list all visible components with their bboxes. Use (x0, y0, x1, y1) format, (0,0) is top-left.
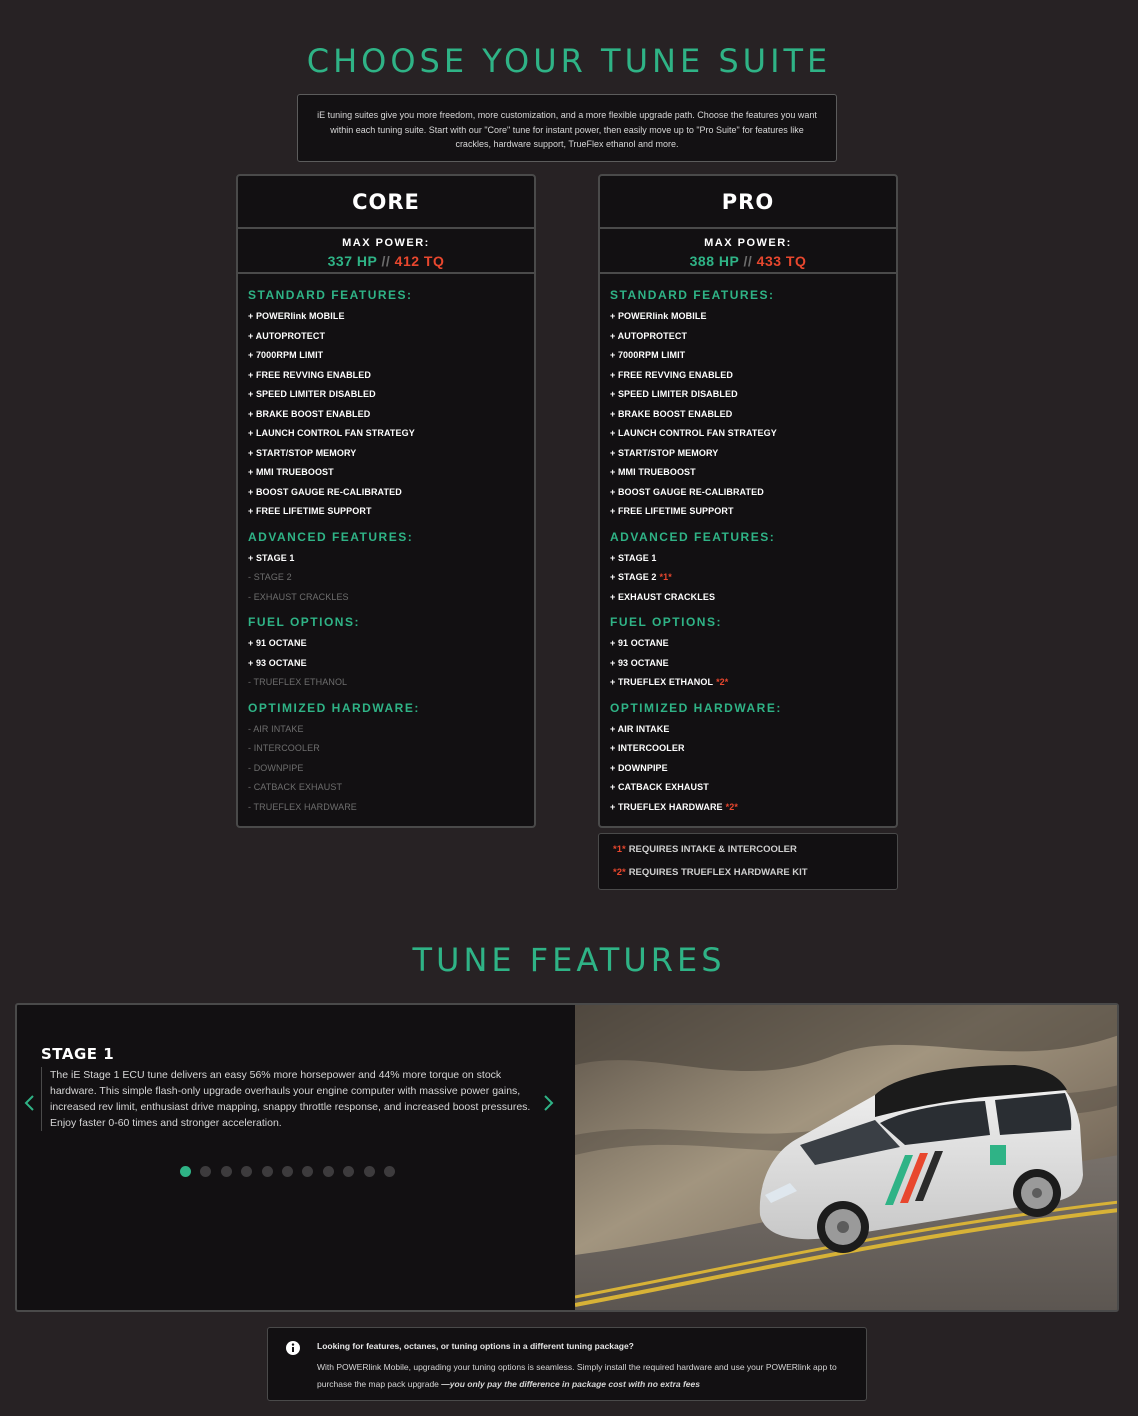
info-title: Looking for features, octanes, or tuning options in a different tuning package? (317, 1341, 634, 1351)
feature-item: + AIR INTAKE (610, 723, 670, 734)
footnote-marker: *2* (725, 801, 738, 812)
features-slider (15, 1003, 1119, 1312)
pagination-dot[interactable] (302, 1166, 313, 1177)
feature-item: + 93 OCTANE (610, 657, 669, 668)
feature-item: + AUTOPROTECT (248, 330, 326, 341)
optimized-hardware (248, 699, 534, 818)
feature-label: + TRUEFLEX ETHANOL (610, 677, 714, 687)
pagination-dot[interactable] (221, 1166, 232, 1177)
footnote-2 (613, 866, 897, 889)
feature-item-disabled: - AIR INTAKE (248, 723, 304, 734)
feature-item-disabled: - TRUEFLEX ETHANOL (248, 677, 348, 687)
fuel-options (610, 613, 896, 693)
hp-value: 388 HP (689, 253, 740, 269)
slide-title: STAGE 1 (41, 1045, 115, 1063)
tq-value: 433 TQ (756, 253, 807, 269)
standard-features (610, 286, 896, 522)
feature-item-disabled: - EXHAUST CRACKLES (248, 591, 349, 602)
feature-item: + FREE REVVING ENABLED (610, 369, 733, 380)
advanced-features (248, 528, 534, 608)
footnote-text: REQUIRES TRUEFLEX HARDWARE KIT (628, 867, 808, 878)
footnote-marker: *2* (716, 677, 729, 687)
feature-item: + AUTOPROTECT (610, 330, 688, 341)
feature-item: + 93 OCTANE (248, 657, 307, 668)
feature-label: + TRUEFLEX HARDWARE (610, 801, 723, 812)
feature-item: + LAUNCH CONTROL FAN STRATEGY (610, 428, 777, 438)
group-title: FUEL OPTIONS: (248, 615, 360, 629)
feature-item: + SPEED LIMITER DISABLED (610, 389, 738, 399)
feature-item: + BOOST GAUGE RE-CALIBRATED (610, 486, 764, 497)
pagination-dot[interactable] (180, 1166, 191, 1177)
footnote-text: REQUIRES INTAKE & INTERCOOLER (628, 844, 797, 855)
pagination-dot[interactable] (282, 1166, 293, 1177)
standard-features (248, 286, 534, 522)
pagination-dot[interactable] (241, 1166, 252, 1177)
feature-item: + STAGE 1 (248, 552, 295, 563)
pagination-dot[interactable] (262, 1166, 273, 1177)
pagination-dot[interactable] (384, 1166, 395, 1177)
feature-item (610, 568, 896, 588)
feature-item: + LAUNCH CONTROL FAN STRATEGY (248, 428, 415, 438)
feature-item-disabled: - CATBACK EXHAUST (248, 782, 343, 792)
pagination-dot[interactable] (364, 1166, 375, 1177)
feature-item: + INTERCOOLER (610, 743, 685, 753)
feature-item: + START/STOP MEMORY (248, 447, 357, 458)
feature-item: + MMI TRUEBOOST (610, 467, 696, 477)
footnotes-box (598, 833, 898, 890)
feature-item: + FREE LIFETIME SUPPORT (248, 506, 372, 516)
fuel-options (248, 613, 534, 693)
advanced-features (610, 528, 896, 608)
feature-item-disabled: - STAGE 2 (248, 572, 292, 582)
feature-item: + 91 OCTANE (610, 638, 669, 648)
card-title: PRO (600, 176, 896, 229)
slide-description: The iE Stage 1 ECU tune delivers an easy 56% more horsepower and 44% more torque on stock hardware. This simple flash-only upgrade overhauls your engine computer with massive power gains, increased rev limit, enthusiast drive mapping, snappy throttle response, and increased boost pressures. Enjoy faster 0-60 times and stronger acceleration. (41, 1067, 533, 1131)
group-title: OPTIMIZED HARDWARE: (248, 700, 420, 715)
group-title: ADVANCED FEATURES: (248, 529, 414, 544)
feature-item: + SPEED LIMITER DISABLED (248, 389, 376, 399)
feature-item: + POWERlink MOBILE (248, 311, 345, 321)
feature-item: + 91 OCTANE (248, 638, 307, 648)
chevron-right-icon (541, 1093, 555, 1113)
optimized-hardware (610, 699, 896, 818)
feature-item: + BRAKE BOOST ENABLED (248, 408, 371, 419)
info-icon (285, 1340, 301, 1356)
group-title: ADVANCED FEATURES: (610, 529, 776, 544)
features-title: TUNE FEATURES (412, 941, 726, 979)
feature-label: + STAGE 2 (610, 572, 657, 582)
prev-slide-button[interactable] (23, 1093, 37, 1113)
core-suite-card (236, 174, 536, 828)
feature-item: + MMI TRUEBOOST (248, 467, 334, 477)
feature-item-disabled: - DOWNPIPE (248, 762, 304, 773)
feature-item: + BRAKE BOOST ENABLED (610, 408, 733, 419)
feature-item-disabled: - INTERCOOLER (248, 743, 320, 753)
intro-text: iE tuning suites give you more freedom, more customization, and a more flexible upgrade path. Choose the features you want within each tuning suite. Start with our "Core" tune for instant power, then easily move up to "Pro Suite" for features like crackles, hardware support, TrueFlex ethanol and more. (297, 94, 837, 162)
footnote-marker: *1* (659, 572, 672, 582)
slide-pagination (180, 1166, 395, 1177)
page-title: CHOOSE YOUR TUNE SUITE (306, 42, 832, 80)
car-photo (575, 1005, 1119, 1310)
feature-item: + EXHAUST CRACKLES (610, 591, 716, 602)
max-power (600, 229, 896, 274)
car-image (575, 1005, 1119, 1310)
feature-item-disabled: - TRUEFLEX HARDWARE (248, 801, 357, 812)
hp-value: 337 HP (327, 253, 378, 269)
max-power-label: MAX POWER: (704, 237, 792, 249)
next-slide-button[interactable] (541, 1093, 555, 1113)
max-power-label: MAX POWER: (342, 237, 430, 249)
separator: // (743, 253, 753, 269)
group-title: FUEL OPTIONS: (610, 615, 722, 629)
footnote-1 (613, 843, 897, 866)
feature-item: + STAGE 1 (610, 552, 657, 563)
card-title: CORE (238, 176, 534, 229)
feature-item: + FREE LIFETIME SUPPORT (610, 506, 734, 516)
feature-item: + 7000RPM LIMIT (248, 350, 324, 360)
max-power (238, 229, 534, 274)
footnote-marker: *2* (613, 867, 626, 878)
group-title: OPTIMIZED HARDWARE: (610, 700, 782, 715)
feature-item (610, 673, 896, 693)
upgrade-info-box (267, 1327, 867, 1401)
pagination-dot[interactable] (343, 1166, 354, 1177)
chevron-left-icon (23, 1093, 37, 1113)
feature-item: + BOOST GAUGE RE-CALIBRATED (248, 486, 402, 497)
info-body: With POWERlink Mobile, upgrading your tuning options is seamless. Simply install the required hardware and use your POWERlink app to purchase the map pack upgrade (317, 1362, 837, 1389)
feature-item: + POWERlink MOBILE (610, 311, 707, 321)
feature-item: + 7000RPM LIMIT (610, 350, 686, 360)
pro-suite-card (598, 174, 898, 828)
group-title: STANDARD FEATURES: (610, 288, 775, 302)
tq-value: 412 TQ (394, 253, 445, 269)
info-text (317, 1359, 847, 1393)
group-title: STANDARD FEATURES: (248, 288, 413, 302)
feature-item: + FREE REVVING ENABLED (248, 369, 371, 380)
pagination-dot[interactable] (323, 1166, 334, 1177)
feature-item: + START/STOP MEMORY (610, 447, 719, 458)
feature-item: + CATBACK EXHAUST (610, 782, 709, 792)
footnote-marker: *1* (613, 844, 626, 855)
slide-content (17, 1005, 575, 1310)
info-emphasis: —you only pay the difference in package cost with no extra fees (441, 1379, 700, 1389)
separator: // (381, 253, 391, 269)
pagination-dot[interactable] (200, 1166, 211, 1177)
feature-item (610, 798, 896, 818)
feature-item: + DOWNPIPE (610, 762, 668, 773)
